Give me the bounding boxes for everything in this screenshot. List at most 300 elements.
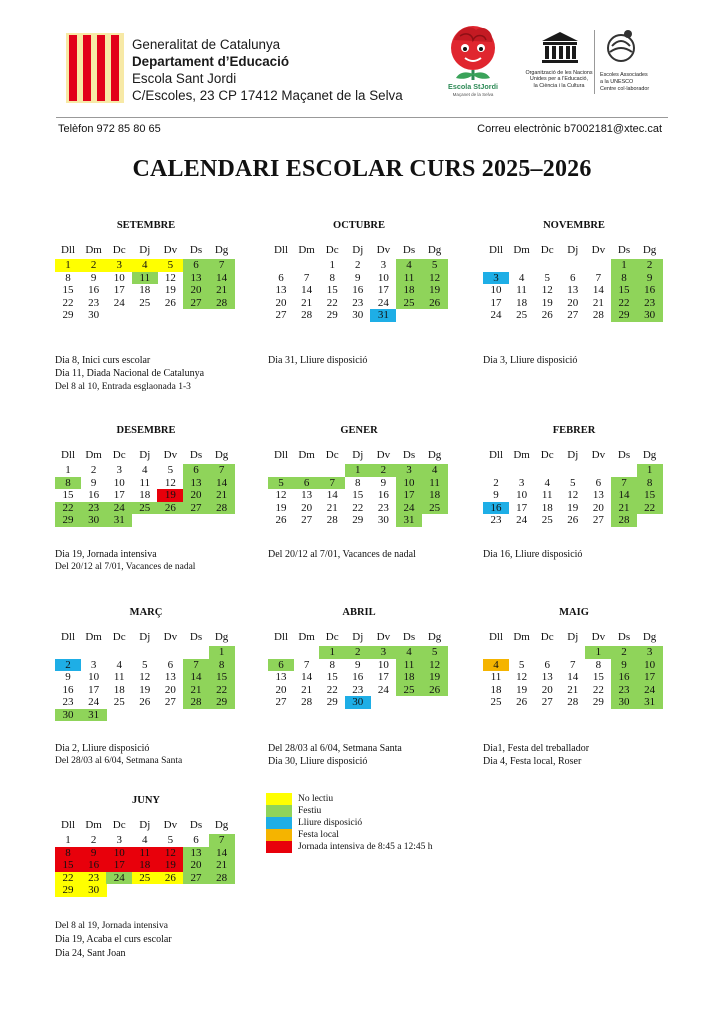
weekday-header: Dc [540, 449, 554, 461]
weekday-header: Dll [273, 449, 289, 461]
weekday-header: Dc [325, 449, 339, 461]
note-line: Del 8 al 19, Jornada intensiva [55, 921, 168, 931]
note-line: Dia 24, Sant Joan [55, 947, 126, 959]
weekday-header: Dc [112, 631, 126, 643]
day-cell: 4 [116, 658, 122, 671]
day-cell: 25 [132, 872, 158, 885]
day-cell: 12 [139, 671, 151, 683]
day-cell: 29 [62, 309, 74, 321]
note-line: Del 28/03 al 6/04, Setmana Santa [55, 756, 183, 767]
weekday-header: Dg [214, 244, 229, 256]
weekday-header: Dj [567, 631, 579, 643]
day-cell: 26 [541, 309, 553, 321]
day-cell: 23 [62, 696, 74, 708]
day-cell: 21 [567, 683, 579, 696]
day-cell: 5 [167, 464, 174, 476]
day-cell: 29 [55, 884, 81, 897]
day-cell: 15 [55, 859, 81, 872]
schools-line-1: Escoles Associades [600, 72, 648, 78]
day-cell: 20 [592, 501, 604, 514]
day-cell: 1 [345, 464, 371, 477]
day-cell: 24 [377, 683, 389, 696]
day-cell: 8 [55, 477, 81, 490]
weekday-header: Dj [139, 819, 151, 831]
note-line: Dia 19, Acaba el curs escolar [55, 934, 172, 946]
day-cell: 26 [164, 296, 176, 309]
day-cell: 25 [541, 514, 553, 526]
day-cell: 26 [139, 696, 151, 708]
day-cell: 20 [301, 501, 313, 514]
day-cell: 12 [422, 659, 448, 672]
weekday-header: Ds [189, 819, 203, 831]
weekday-header: Dll [60, 819, 76, 831]
day-cell: 2 [81, 259, 107, 272]
day-cell: 21 [301, 683, 313, 696]
weekday-header: Dg [427, 449, 442, 461]
day-cell: 5 [544, 271, 550, 284]
day-cell: 13 [183, 847, 209, 860]
month-notes [55, 920, 172, 960]
weekday-header: Dc [540, 631, 554, 643]
day-cell: 31 [396, 514, 422, 527]
day-cell: 29 [326, 309, 338, 321]
legend-swatch [266, 793, 292, 805]
day-cell: 7 [570, 658, 576, 671]
day-cell: 3 [370, 646, 396, 659]
day-cell: 25 [422, 502, 448, 515]
day-cell: 14 [301, 284, 313, 296]
day-cell: 23 [490, 514, 502, 526]
day-cell: 7 [209, 464, 235, 477]
weekday-header: Dv [376, 631, 391, 643]
day-cell: 4 [422, 464, 448, 477]
day-cell: 1 [329, 259, 335, 271]
day-cell: 31 [637, 696, 663, 709]
day-cell: 15 [637, 489, 663, 502]
day-cell: 16 [352, 671, 364, 683]
day-cell: 24 [396, 502, 422, 515]
month-notes [483, 742, 589, 769]
note-line: Dia 2, Lliure disposició [55, 743, 150, 754]
weekday-header: Dm [513, 631, 530, 643]
day-cell: 8 [595, 658, 602, 671]
day-cell: 7 [303, 271, 310, 284]
day-cell: 3 [380, 259, 387, 271]
day-cell: 5 [422, 259, 448, 272]
day-cell: 13 [275, 671, 287, 683]
day-cell: 2 [90, 464, 97, 476]
weekday-header: Ds [617, 449, 631, 461]
legend-label: Festiu [298, 806, 322, 816]
day-cell: 17 [88, 683, 100, 696]
day-cell: 23 [637, 297, 663, 310]
day-cell: 7 [303, 658, 310, 671]
day-cell: 1 [585, 646, 611, 659]
day-cell: 28 [209, 297, 235, 310]
day-cell: 22 [326, 683, 338, 696]
day-cell: 19 [422, 284, 448, 297]
day-cell: 27 [164, 696, 176, 708]
associated-schools-icon [604, 28, 638, 64]
note-line: Dia 8, Inici curs escolar [55, 355, 151, 366]
month-name: OCTUBRE [333, 220, 385, 231]
day-cell: 4 [132, 259, 158, 272]
phone-number: Telèfon 972 85 80 65 [58, 123, 161, 135]
day-cell: 5 [422, 646, 448, 659]
day-cell: 6 [167, 658, 174, 671]
email-address: Correu electrònic b7002181@xtec.cat [477, 123, 662, 135]
weekday-header: Dg [427, 631, 442, 643]
month-name: MAIG [559, 607, 589, 618]
month-name: NOVEMBRE [543, 220, 605, 231]
day-cell: 5 [167, 834, 174, 846]
note-line: Del 28/03 al 6/04, Setmana Santa [268, 743, 402, 754]
day-cell: 15 [326, 671, 338, 683]
day-cell: 17 [637, 671, 663, 684]
weekday-header: Dv [376, 244, 391, 256]
day-cell: 10 [490, 284, 502, 296]
org-line-4: C/Escoles, 23 CP 17412 Maçanet de la Selva [132, 88, 403, 103]
day-cell: 29 [352, 514, 364, 526]
day-cell: 20 [275, 683, 287, 696]
day-cell: 15 [592, 671, 604, 683]
day-cell: 26 [422, 297, 448, 310]
day-cell: 18 [516, 296, 528, 309]
day-cell: 15 [62, 284, 74, 296]
day-cell: 6 [278, 271, 284, 284]
legend-label: No lectiu [298, 794, 334, 804]
day-cell: 18 [396, 671, 422, 684]
day-cell: 24 [490, 309, 502, 321]
weekday-header: Ds [402, 449, 416, 461]
day-cell: 20 [183, 489, 209, 502]
day-cell: 20 [183, 284, 209, 297]
day-cell: 2 [55, 659, 81, 672]
day-cell: 9 [90, 271, 97, 284]
day-cell: 3 [518, 476, 525, 489]
day-cell: 2 [493, 476, 499, 489]
day-cell: 21 [326, 501, 338, 514]
day-cell: 17 [113, 489, 125, 501]
day-cell: 4 [396, 646, 422, 659]
unesco-line-2: Unides per a l’Educació, [529, 76, 589, 83]
day-cell: 4 [483, 659, 509, 672]
weekday-header: Dm [85, 244, 102, 256]
day-cell: 8 [637, 477, 663, 490]
day-cell: 13 [301, 489, 313, 501]
day-cell: 5 [570, 476, 576, 489]
legend-swatch [266, 817, 292, 829]
day-cell: 19 [567, 501, 579, 514]
day-cell: 17 [516, 501, 528, 514]
weekday-header: Dg [642, 449, 657, 461]
day-cell: 6 [183, 259, 209, 272]
legend-swatch [266, 841, 292, 853]
day-cell: 15 [611, 284, 637, 297]
day-cell: 18 [132, 859, 158, 872]
day-cell: 23 [377, 501, 389, 514]
day-cell: 13 [592, 489, 604, 501]
day-cell: 28 [326, 514, 338, 526]
day-cell: 28 [209, 872, 235, 885]
day-cell: 14 [611, 489, 637, 502]
weekday-header: Dm [85, 819, 102, 831]
day-cell: 13 [567, 284, 579, 296]
day-cell: 20 [275, 296, 287, 309]
weekday-header: Dll [60, 449, 76, 461]
schools-line-3: Centre col·laborador [600, 86, 650, 92]
weekday-header: Ds [402, 631, 416, 643]
day-cell: 10 [113, 271, 125, 284]
day-cell: 4 [518, 271, 525, 284]
legend-swatch [266, 805, 292, 817]
weekday-header: Dv [163, 244, 178, 256]
day-cell: 27 [183, 297, 209, 310]
day-cell: 26 [275, 514, 287, 526]
day-cell: 31 [106, 514, 132, 527]
weekday-header: Dll [488, 449, 504, 461]
day-cell: 30 [345, 696, 371, 709]
day-cell: 16 [611, 671, 637, 684]
note-line: Dia 19, Jornada intensiva [55, 549, 157, 560]
day-cell: 7 [209, 259, 235, 272]
day-cell: 19 [541, 296, 553, 309]
day-cell: 14 [209, 477, 235, 490]
day-cell: 24 [88, 696, 100, 708]
month-notes [268, 742, 402, 769]
day-cell: 9 [493, 489, 499, 501]
note-line: Dia1, Festa del treballador [483, 743, 590, 754]
day-cell: 14 [209, 272, 235, 285]
day-cell: 30 [377, 514, 389, 526]
day-cell: 6 [544, 658, 550, 671]
day-cell: 18 [139, 489, 151, 501]
day-cell: 21 [183, 684, 209, 697]
weekday-header: Dj [567, 449, 579, 461]
day-cell: 6 [268, 659, 294, 672]
day-cell: 29 [611, 309, 637, 322]
day-cell: 16 [88, 284, 100, 296]
day-cell: 21 [209, 489, 235, 502]
day-cell: 16 [483, 502, 509, 515]
day-cell: 17 [490, 296, 502, 309]
note-line: Del 8 al 10, Entrada esglaonada 1-3 [55, 381, 191, 392]
day-cell: 9 [355, 658, 361, 671]
day-cell: 2 [611, 646, 637, 659]
legend-swatch [266, 829, 292, 841]
day-cell: 13 [164, 671, 176, 683]
org-line-2: Departament d’Educació [132, 54, 290, 69]
day-cell: 13 [183, 272, 209, 285]
weekday-header: Dm [85, 631, 102, 643]
day-cell: 11 [132, 847, 158, 860]
weekday-header: Dj [352, 244, 364, 256]
header-divider [56, 117, 668, 118]
day-cell: 22 [62, 296, 74, 309]
day-cell: 16 [81, 859, 107, 872]
day-cell: 28 [183, 696, 209, 709]
weekday-header: Dj [352, 631, 364, 643]
day-cell: 20 [183, 859, 209, 872]
day-cell: 30 [81, 884, 107, 897]
note-line: Dia 11, Diada Nacional de Catalunya [55, 368, 205, 380]
weekday-header: Dm [513, 449, 530, 461]
day-cell: 20 [567, 296, 579, 309]
day-cell: 11 [132, 272, 158, 285]
day-cell: 22 [592, 683, 604, 696]
day-cell: 13 [275, 284, 287, 296]
day-cell: 5 [518, 658, 525, 671]
day-cell: 4 [544, 476, 550, 489]
day-cell: 14 [326, 489, 338, 501]
weekday-header: Dj [352, 449, 364, 461]
day-cell: 31 [370, 309, 396, 322]
day-cell: 10 [113, 476, 125, 489]
day-cell: 11 [541, 489, 553, 501]
day-cell: 7 [595, 271, 602, 284]
day-cell: 8 [355, 476, 361, 489]
weekday-header: Dll [273, 631, 289, 643]
rose-icon [440, 22, 506, 82]
day-cell: 14 [209, 847, 235, 860]
day-cell: 27 [301, 514, 313, 526]
note-line: Dia 16, Lliure disposició [483, 549, 583, 560]
weekday-header: Dv [591, 244, 606, 256]
day-cell: 11 [113, 671, 125, 683]
day-cell: 30 [55, 709, 81, 722]
weekday-header: Dm [298, 631, 315, 643]
day-cell: 8 [55, 847, 81, 860]
day-cell: 25 [113, 696, 125, 708]
month-notes [268, 354, 367, 367]
weekday-header: Dc [325, 631, 339, 643]
day-cell: 9 [81, 847, 107, 860]
day-cell: 18 [396, 284, 422, 297]
weekday-header: Dm [85, 449, 102, 461]
day-cell: 27 [567, 309, 579, 321]
day-cell: 17 [106, 859, 132, 872]
day-cell: 12 [275, 489, 287, 501]
day-cell: 28 [567, 696, 579, 708]
month-notes [268, 548, 416, 561]
day-cell: 11 [396, 272, 422, 285]
day-cell: 13 [183, 477, 209, 490]
weekday-header: Dv [591, 631, 606, 643]
note-line: Dia 30, Lliure disposició [268, 756, 368, 768]
day-cell: 3 [637, 646, 663, 659]
rose-caption: Escola StJordi [448, 82, 498, 91]
day-cell: 10 [637, 659, 663, 672]
day-cell: 31 [81, 709, 107, 722]
weekday-header: Dj [139, 244, 151, 256]
day-cell: 14 [301, 671, 313, 683]
month-name: GENER [340, 425, 378, 436]
day-cell: 12 [541, 284, 553, 296]
day-cell: 25 [132, 502, 158, 515]
day-cell: 6 [294, 477, 320, 490]
day-cell: 18 [422, 489, 448, 502]
day-cell: 9 [637, 272, 663, 285]
weekday-header: Dg [427, 244, 442, 256]
weekday-header: Dg [642, 244, 657, 256]
day-cell: 7 [209, 834, 235, 847]
day-cell: 6 [183, 464, 209, 477]
day-cell: 8 [329, 658, 335, 671]
school-rose-logo [440, 22, 506, 102]
weekday-header: Dj [567, 244, 579, 256]
day-cell: 30 [611, 696, 637, 709]
day-cell: 25 [516, 309, 528, 321]
day-cell: 8 [209, 659, 235, 672]
day-cell: 25 [396, 684, 422, 697]
day-cell: 27 [183, 872, 209, 885]
weekday-header: Dll [60, 244, 76, 256]
day-cell: 6 [570, 271, 576, 284]
day-cell: 18 [113, 683, 125, 696]
page-title: CALENDARI ESCOLAR CURS 2025–2026 [132, 156, 592, 182]
day-cell: 10 [396, 477, 422, 490]
unesco-line-1: Organització de les Nacions [525, 70, 593, 76]
weekday-header: Dc [112, 819, 126, 831]
day-cell: 19 [157, 489, 183, 502]
day-cell: 9 [90, 476, 97, 489]
weekday-header: Ds [617, 631, 631, 643]
day-cell: 12 [516, 671, 528, 683]
day-cell: 11 [490, 671, 502, 683]
day-cell: 2 [345, 646, 371, 659]
day-cell: 28 [209, 502, 235, 515]
day-cell: 1 [637, 464, 663, 477]
day-cell: 21 [301, 296, 313, 309]
day-cell: 4 [142, 464, 148, 476]
rose-subcaption: Maçanet de la Selva [452, 92, 494, 97]
weekday-header: Dv [163, 449, 178, 461]
logo-divider [594, 30, 595, 94]
day-cell: 30 [88, 309, 100, 321]
day-cell: 28 [592, 309, 604, 321]
day-cell: 29 [55, 514, 81, 527]
weekday-header: Dm [298, 244, 315, 256]
day-cell: 15 [62, 489, 74, 501]
month-notes [55, 742, 182, 769]
day-cell: 16 [352, 284, 364, 296]
day-cell: 19 [164, 284, 176, 296]
day-cell: 5 [142, 658, 148, 671]
day-cell: 15 [352, 489, 364, 501]
day-cell: 3 [116, 464, 122, 476]
day-cell: 19 [157, 859, 183, 872]
month-name: DESEMBRE [116, 425, 176, 436]
day-cell: 8 [65, 271, 71, 284]
weekday-header: Dg [214, 819, 229, 831]
note-line: Dia 4, Festa local, Roser [483, 756, 582, 768]
weekday-header: Ds [617, 244, 631, 256]
day-cell: 26 [422, 684, 448, 697]
weekday-header: Dv [591, 449, 606, 461]
day-cell: 22 [352, 501, 364, 514]
day-cell: 18 [490, 683, 502, 696]
day-cell: 9 [355, 271, 361, 284]
day-cell: 19 [516, 683, 528, 696]
day-cell: 27 [275, 309, 287, 321]
month-name: ABRIL [342, 607, 376, 618]
weekday-header: Ds [402, 244, 416, 256]
day-cell: 1 [209, 646, 235, 659]
day-cell: 20 [164, 683, 176, 696]
org-line-3: Escola Sant Jordi [132, 71, 237, 86]
day-cell: 30 [352, 309, 364, 321]
day-cell: 3 [90, 658, 97, 671]
